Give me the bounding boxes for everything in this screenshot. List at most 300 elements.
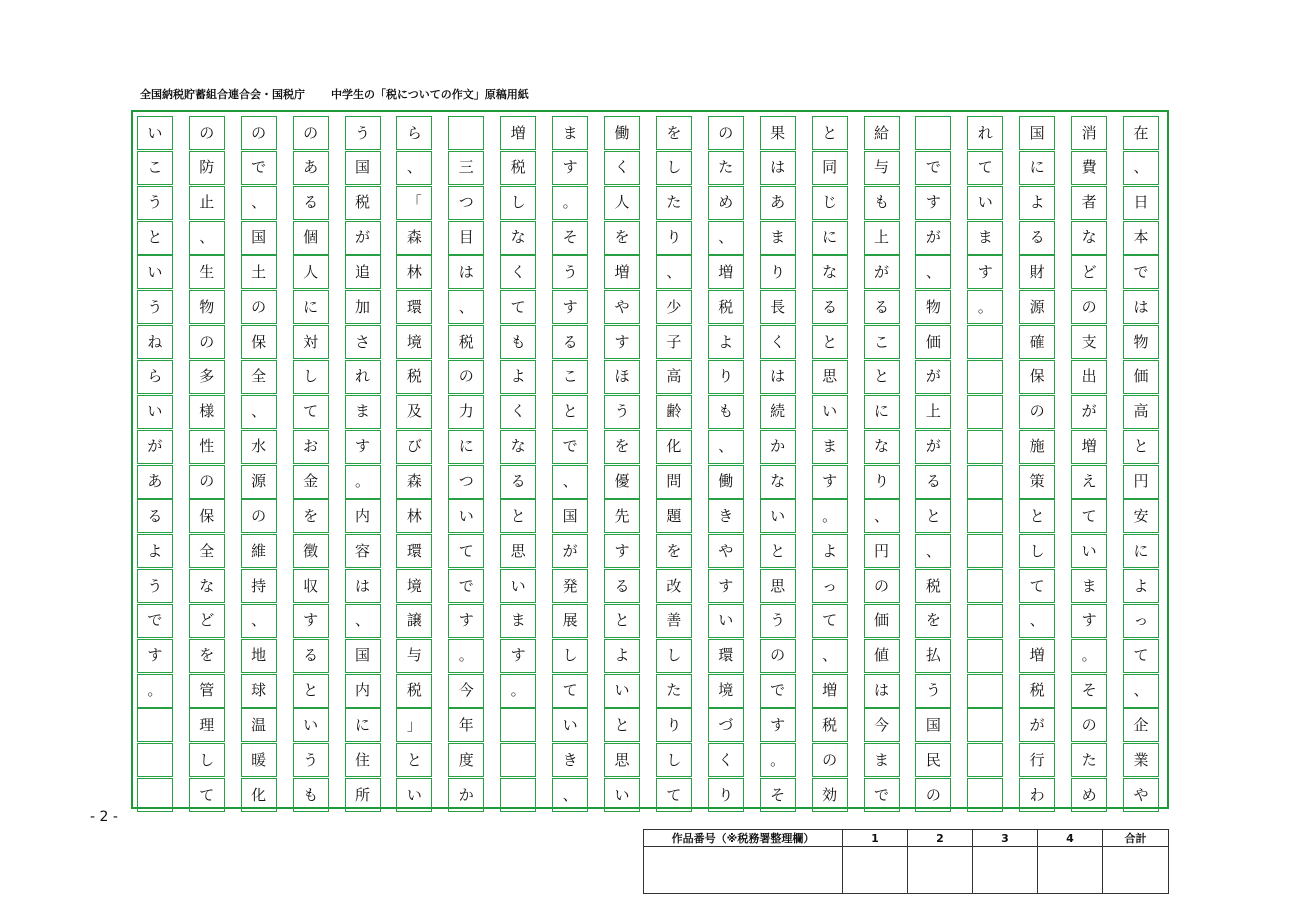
- grid-cell: 収: [293, 569, 329, 603]
- grid-cell: よ: [1123, 569, 1159, 603]
- grid-cell: す: [448, 604, 484, 638]
- grid-cell: の: [241, 116, 277, 150]
- grid-cell: 増: [1019, 639, 1055, 673]
- grid-cell: 税: [396, 360, 432, 394]
- grid-cell: が: [1071, 395, 1107, 429]
- grid-cell: 個: [293, 221, 329, 255]
- grid-cell: た: [656, 186, 692, 220]
- grid-cell: [967, 743, 1003, 777]
- grid-cell: 国: [345, 151, 381, 185]
- grid-cell: に: [864, 395, 900, 429]
- grid-cell: ら: [137, 360, 173, 394]
- grid-cell: い: [396, 778, 432, 812]
- grid-cell: ま: [864, 743, 900, 777]
- grid-cell: 税: [448, 325, 484, 359]
- grid-cell: と: [1019, 499, 1055, 533]
- grid-cell: [967, 465, 1003, 499]
- grid-cell: う: [293, 743, 329, 777]
- grid-cell: 改: [656, 569, 692, 603]
- grid-cell: 度: [448, 743, 484, 777]
- grid-cell: と: [604, 604, 640, 638]
- grid-cell: 果: [760, 116, 796, 150]
- grid-cell: る: [293, 186, 329, 220]
- grid-cell: 国: [915, 708, 951, 742]
- grid-cell: づ: [708, 708, 744, 742]
- grid-cell: 効: [812, 778, 848, 812]
- grid-cell: て: [189, 778, 225, 812]
- grid-cell: に: [1123, 534, 1159, 568]
- grid-cell: 。: [1071, 639, 1107, 673]
- grid-cell: 、: [1019, 604, 1055, 638]
- grid-cell: い: [137, 395, 173, 429]
- grid-cell: 払: [915, 639, 951, 673]
- grid-cell: よ: [812, 534, 848, 568]
- grid-cell: と: [812, 325, 848, 359]
- grid-cell: か: [760, 430, 796, 464]
- grid-cell: を: [604, 430, 640, 464]
- grid-cell: ま: [967, 221, 1003, 255]
- grid-cell: は: [864, 674, 900, 708]
- grid-column: [189, 116, 225, 805]
- grid-cell: い: [137, 116, 173, 150]
- grid-cell: る: [604, 569, 640, 603]
- grid-cell: が: [915, 360, 951, 394]
- grid-cell: 徴: [293, 534, 329, 568]
- grid-cell: 、: [708, 430, 744, 464]
- grid-cell: 化: [241, 778, 277, 812]
- grid-cell: 税: [396, 674, 432, 708]
- grid-cell: な: [812, 255, 848, 289]
- grid-cell: る: [500, 465, 536, 499]
- grid-cell: わ: [1019, 778, 1055, 812]
- grid-cell: 、: [708, 221, 744, 255]
- grid-cell: 安: [1123, 499, 1159, 533]
- grid-cell: の: [1019, 395, 1055, 429]
- grid-cell: す: [552, 290, 588, 324]
- grid-cell: も: [293, 778, 329, 812]
- grid-cell: 三: [448, 151, 484, 185]
- grid-cell: は: [1123, 290, 1159, 324]
- grid-cell: き: [552, 743, 588, 777]
- grid-cell: と: [552, 395, 588, 429]
- grid-cell: あ: [760, 186, 796, 220]
- grid-cell: [448, 116, 484, 150]
- grid-cell: 続: [760, 395, 796, 429]
- grid-cell: い: [137, 255, 173, 289]
- grid-cell: は: [760, 360, 796, 394]
- grid-cell: が: [915, 430, 951, 464]
- grid-cell: 施: [1019, 430, 1055, 464]
- grid-cell: い: [293, 708, 329, 742]
- grid-cell: 内: [345, 499, 381, 533]
- grid-cell: 。: [967, 290, 1003, 324]
- grid-cell: い: [448, 499, 484, 533]
- grid-cell: 、: [915, 255, 951, 289]
- grid-cell: の: [189, 465, 225, 499]
- grid-cell: り: [708, 360, 744, 394]
- grid-cell: し: [293, 360, 329, 394]
- grid-cell: 水: [241, 430, 277, 464]
- grid-cell: 。: [500, 674, 536, 708]
- grid-cell: 防: [189, 151, 225, 185]
- grid-cell: ま: [1071, 569, 1107, 603]
- grid-cell: 働: [708, 465, 744, 499]
- grid-cell: 性: [189, 430, 225, 464]
- grid-cell: 今: [864, 708, 900, 742]
- grid-column: [396, 116, 432, 805]
- grid-cell: を: [189, 639, 225, 673]
- score-cell-total[interactable]: [1103, 847, 1169, 894]
- grid-cell: 税: [915, 569, 951, 603]
- grid-cell: 展: [552, 604, 588, 638]
- grid-cell: う: [604, 395, 640, 429]
- grid-cell: な: [189, 569, 225, 603]
- grid-cell: 齢: [656, 395, 692, 429]
- grid-cell: 上: [864, 221, 900, 255]
- grid-cell: [967, 604, 1003, 638]
- grid-cell: の: [189, 116, 225, 150]
- score-cell-4[interactable]: [1038, 847, 1103, 894]
- grid-cell: 者: [1071, 186, 1107, 220]
- grid-cell: 人: [293, 255, 329, 289]
- grid-cell: る: [915, 465, 951, 499]
- grid-cell: を: [915, 604, 951, 638]
- grid-cell: 所: [345, 778, 381, 812]
- grid-cell: 対: [293, 325, 329, 359]
- grid-cell: 税: [345, 186, 381, 220]
- grid-cell: て: [500, 290, 536, 324]
- grid-cell: い: [604, 674, 640, 708]
- grid-cell: が: [552, 534, 588, 568]
- grid-cell: [137, 743, 173, 777]
- grid-cell: と: [915, 499, 951, 533]
- grid-cell: き: [708, 499, 744, 533]
- grid-cell: に: [293, 290, 329, 324]
- grid-cell: す: [760, 708, 796, 742]
- grid-cell: 題: [656, 499, 692, 533]
- grid-cell: 長: [760, 290, 796, 324]
- grid-cell: も: [864, 186, 900, 220]
- grid-cell: [500, 778, 536, 812]
- grid-cell: 源: [1019, 290, 1055, 324]
- score-cell-1[interactable]: [843, 847, 908, 894]
- grid-cell: [915, 116, 951, 150]
- score-cell-2[interactable]: [908, 847, 973, 894]
- grid-cell: よ: [137, 534, 173, 568]
- grid-cell: の: [293, 116, 329, 150]
- grid-cell: 思: [500, 534, 536, 568]
- grid-cell: る: [1019, 221, 1055, 255]
- grid-cell: あ: [293, 151, 329, 185]
- grid-cell: 策: [1019, 465, 1055, 499]
- grid-cell: 国: [241, 221, 277, 255]
- grid-cell: れ: [967, 116, 1003, 150]
- grid-cell: は: [345, 569, 381, 603]
- grid-column: [656, 116, 692, 805]
- grid-cell: 。: [345, 465, 381, 499]
- grid-cell: う: [137, 186, 173, 220]
- grid-cell: と: [500, 499, 536, 533]
- grid-cell: な: [760, 465, 796, 499]
- grid-cell: く: [500, 395, 536, 429]
- grid-cell: ら: [396, 116, 432, 150]
- grid-cell: の: [1071, 708, 1107, 742]
- grid-cell: と: [293, 674, 329, 708]
- grid-cell: て: [1019, 569, 1055, 603]
- grid-cell: ま: [345, 395, 381, 429]
- grid-cell: く: [604, 151, 640, 185]
- grid-cell: 全: [241, 360, 277, 394]
- grid-column: [760, 116, 796, 805]
- grid-cell: 。: [448, 639, 484, 673]
- grid-cell: す: [1071, 604, 1107, 638]
- grid-cell: 思: [760, 569, 796, 603]
- grid-cell: と: [1123, 430, 1159, 464]
- grid-cell: 森: [396, 465, 432, 499]
- grid-cell: よ: [708, 325, 744, 359]
- score-header-4: 4: [1038, 830, 1103, 847]
- grid-cell: を: [656, 116, 692, 150]
- score-header-work-number: 作品番号（※税務署整理欄）: [644, 830, 843, 847]
- grid-column: [241, 116, 277, 805]
- grid-column: [708, 116, 744, 805]
- grid-column: [915, 116, 951, 805]
- grid-cell: 国: [345, 639, 381, 673]
- grid-cell: 価: [864, 604, 900, 638]
- grid-cell: 円: [1123, 465, 1159, 499]
- grid-cell: 持: [241, 569, 277, 603]
- grid-cell: 止: [189, 186, 225, 220]
- grid-cell: [500, 708, 536, 742]
- grid-cell: 多: [189, 360, 225, 394]
- grid-cell: お: [293, 430, 329, 464]
- grid-cell: 「: [396, 186, 432, 220]
- grid-cell: 。: [552, 186, 588, 220]
- grid-cell: た: [1071, 743, 1107, 777]
- score-table: [643, 829, 1169, 894]
- score-header-2: 2: [908, 830, 973, 847]
- grid-cell: て: [1123, 639, 1159, 673]
- score-cell-work-number[interactable]: [644, 847, 843, 894]
- grid-cell: で: [915, 151, 951, 185]
- grid-cell: 発: [552, 569, 588, 603]
- grid-cell: [967, 325, 1003, 359]
- grid-cell: て: [552, 674, 588, 708]
- grid-cell: す: [345, 430, 381, 464]
- grid-cell: 球: [241, 674, 277, 708]
- grid-cell: [967, 430, 1003, 464]
- grid-cell: と: [864, 360, 900, 394]
- grid-column: [604, 116, 640, 805]
- grid-cell: う: [552, 255, 588, 289]
- header-org: 全国納税貯蓄組合連合会・国税庁: [140, 88, 305, 101]
- grid-cell: り: [656, 708, 692, 742]
- grid-cell: [137, 778, 173, 812]
- grid-cell: っ: [812, 569, 848, 603]
- grid-column: [967, 116, 1003, 805]
- grid-cell: こ: [137, 151, 173, 185]
- grid-cell: た: [656, 674, 692, 708]
- grid-cell: 価: [1123, 360, 1159, 394]
- grid-cell: 国: [1019, 116, 1055, 150]
- grid-cell: ま: [500, 604, 536, 638]
- grid-cell: や: [708, 534, 744, 568]
- grid-cell: 。: [760, 743, 796, 777]
- grid-cell: 物: [1123, 325, 1159, 359]
- grid-cell: 財: [1019, 255, 1055, 289]
- grid-cell: 出: [1071, 360, 1107, 394]
- grid-cell: を: [293, 499, 329, 533]
- grid-cell: っ: [1123, 604, 1159, 638]
- grid-cell: の: [448, 360, 484, 394]
- grid-cell: 」: [396, 708, 432, 742]
- grid-cell: 、: [241, 186, 277, 220]
- grid-cell: は: [448, 255, 484, 289]
- grid-cell: 、: [552, 778, 588, 812]
- grid-column: [812, 116, 848, 805]
- grid-cell: で: [137, 604, 173, 638]
- grid-cell: れ: [345, 360, 381, 394]
- grid-cell: [967, 708, 1003, 742]
- grid-cell: 容: [345, 534, 381, 568]
- grid-cell: 問: [656, 465, 692, 499]
- grid-cell: 林: [396, 255, 432, 289]
- grid-cell: 、: [864, 499, 900, 533]
- sheet-header: [140, 86, 555, 102]
- grid-cell: は: [760, 151, 796, 185]
- grid-cell: 民: [915, 743, 951, 777]
- grid-cell: く: [760, 325, 796, 359]
- grid-cell: 高: [656, 360, 692, 394]
- grid-cell: か: [448, 778, 484, 812]
- grid-cell: 環: [708, 639, 744, 673]
- grid-cell: 、: [189, 221, 225, 255]
- grid-cell: 、: [656, 255, 692, 289]
- grid-cell: り: [864, 465, 900, 499]
- grid-cell: と: [604, 708, 640, 742]
- grid-cell: な: [864, 430, 900, 464]
- grid-cell: 税: [708, 290, 744, 324]
- grid-cell: の: [189, 325, 225, 359]
- grid-cell: 生: [189, 255, 225, 289]
- grid-cell: 維: [241, 534, 277, 568]
- grid-cell: し: [189, 743, 225, 777]
- grid-cell: 管: [189, 674, 225, 708]
- grid-cell: ほ: [604, 360, 640, 394]
- grid-cell: よ: [604, 639, 640, 673]
- grid-cell: の: [812, 743, 848, 777]
- grid-cell: 温: [241, 708, 277, 742]
- grid-cell: 日: [1123, 186, 1159, 220]
- grid-cell: そ: [1071, 674, 1107, 708]
- grid-cell: を: [656, 534, 692, 568]
- grid-cell: て: [967, 151, 1003, 185]
- grid-cell: が: [915, 221, 951, 255]
- grid-column: [345, 116, 381, 805]
- grid-cell: が: [137, 430, 173, 464]
- grid-cell: 年: [448, 708, 484, 742]
- score-cell-3[interactable]: [973, 847, 1038, 894]
- grid-cell: 追: [345, 255, 381, 289]
- manuscript-grid: [131, 110, 1169, 809]
- grid-cell: 、: [552, 465, 588, 499]
- grid-cell: 、: [396, 151, 432, 185]
- grid-cell: つ: [448, 186, 484, 220]
- grid-column: [1123, 116, 1159, 805]
- grid-cell: が: [864, 255, 900, 289]
- grid-cell: 境: [708, 674, 744, 708]
- header-title: 中学生の「税についての作文」原稿用紙: [331, 88, 529, 101]
- grid-cell: そ: [760, 778, 796, 812]
- grid-cell: 、: [812, 639, 848, 673]
- grid-cell: え: [1071, 465, 1107, 499]
- grid-cell: し: [500, 186, 536, 220]
- grid-cell: の: [864, 569, 900, 603]
- grid-column: [448, 116, 484, 805]
- grid-cell: が: [1019, 708, 1055, 742]
- grid-cell: ど: [1071, 255, 1107, 289]
- grid-cell: す: [604, 325, 640, 359]
- grid-cell: 増: [604, 255, 640, 289]
- grid-cell: の: [1071, 290, 1107, 324]
- grid-column: [500, 116, 536, 805]
- grid-cell: し: [656, 151, 692, 185]
- grid-cell: う: [915, 674, 951, 708]
- grid-cell: 円: [864, 534, 900, 568]
- grid-cell: で: [448, 569, 484, 603]
- grid-cell: 優: [604, 465, 640, 499]
- grid-cell: 化: [656, 430, 692, 464]
- grid-cell: て: [1071, 499, 1107, 533]
- grid-cell: ね: [137, 325, 173, 359]
- grid-cell: も: [708, 395, 744, 429]
- grid-cell: い: [760, 499, 796, 533]
- grid-cell: 暖: [241, 743, 277, 777]
- page-number: - 2 -: [90, 809, 118, 825]
- grid-cell: 少: [656, 290, 692, 324]
- grid-cell: て: [812, 604, 848, 638]
- grid-cell: の: [760, 639, 796, 673]
- grid-cell: ま: [552, 116, 588, 150]
- grid-cell: の: [241, 290, 277, 324]
- grid-cell: 価: [915, 325, 951, 359]
- grid-cell: 増: [1071, 430, 1107, 464]
- grid-cell: り: [760, 255, 796, 289]
- grid-cell: 物: [189, 290, 225, 324]
- grid-cell: う: [137, 290, 173, 324]
- grid-cell: 森: [396, 221, 432, 255]
- grid-column: [1071, 116, 1107, 805]
- grid-cell: う: [760, 604, 796, 638]
- grid-cell: の: [708, 116, 744, 150]
- grid-cell: で: [760, 674, 796, 708]
- grid-cell: 今: [448, 674, 484, 708]
- grid-cell: [967, 395, 1003, 429]
- grid-cell: [967, 674, 1003, 708]
- grid-cell: [967, 778, 1003, 812]
- grid-column: [293, 116, 329, 805]
- grid-cell: [500, 743, 536, 777]
- grid-cell: る: [137, 499, 173, 533]
- grid-cell: 上: [915, 395, 951, 429]
- grid-cell: 費: [1071, 151, 1107, 185]
- grid-cell: 確: [1019, 325, 1055, 359]
- grid-cell: 給: [864, 116, 900, 150]
- grid-cell: で: [241, 151, 277, 185]
- grid-cell: で: [1123, 255, 1159, 289]
- grid-cell: 源: [241, 465, 277, 499]
- grid-cell: す: [708, 569, 744, 603]
